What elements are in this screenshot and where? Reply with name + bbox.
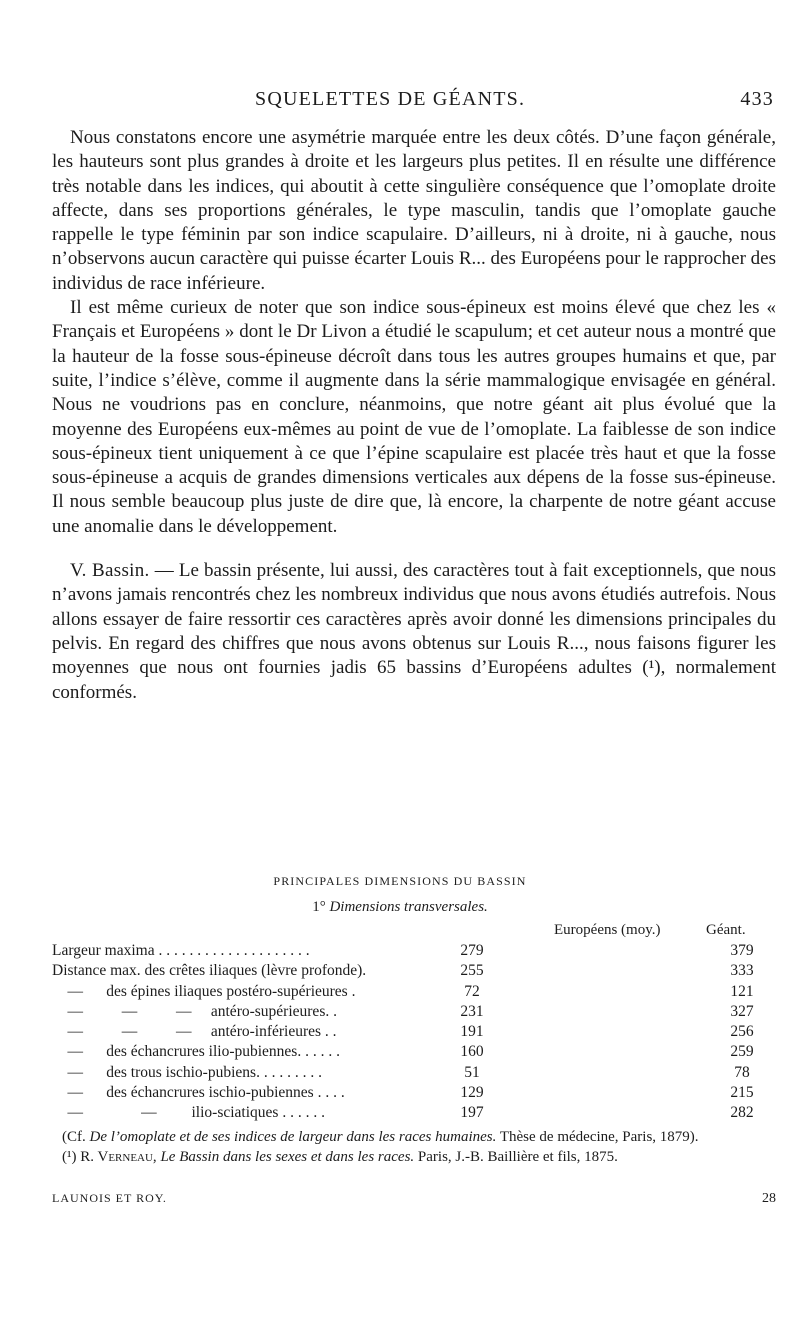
european-value: 279 bbox=[460, 942, 484, 959]
row-label: Largeur maxima . . . . . . . . . . . . . . . . . . . . bbox=[52, 942, 310, 959]
footnote-work-title: Le Bassin dans les sexes et dans les races. bbox=[160, 1148, 415, 1165]
european-value: 191 bbox=[460, 1023, 484, 1041]
table-header bbox=[0, 922, 800, 942]
giant-value: 259 bbox=[730, 1043, 754, 1061]
running-head bbox=[52, 88, 774, 118]
table-row bbox=[52, 1064, 776, 1084]
giant-value: 282 bbox=[730, 1104, 754, 1122]
footnote-rest: Paris, J.-B. Baillière et fils, 1875. bbox=[417, 1148, 618, 1165]
european-value: 160 bbox=[460, 1043, 484, 1061]
table-row bbox=[52, 1043, 776, 1063]
paragraph-sous-epineux: Il est même curieux de noter que son indice sous-épineux est moins élevé que chez les « Français et Européens » dont le Dr Livon a étudié le scapulum; et cet auteur nous a montré que la hauteur de la fosse sous-épineuse décroît dans tous les autres groupes humains et que, par suite, l’indice s’élève, comme il augmente dans la série mammalogique envisagée en général. Nous ne voudrions pas en conclure, néanmoins, que notre géant ait plus évolué que la moyenne des Européens eux-mêmes au point de vue de l’omoplate. La faiblesse de son indice sous-épineux tient uniquement à ce que l’épine scapulaire est placée très haut et que la fosse sous-épineuse a acquis de grandes dimensions verticales aux dépens de la fosse sus-épineuse. Il nous semble beaucoup plus juste de dire que, là encore, la charpente de notre géant accuse une anomalie dans le développement. bbox=[52, 297, 776, 537]
printer-signature: LAUNOIS ET ROY. bbox=[52, 1191, 167, 1205]
row-label: Distance max. des crêtes iliaques (lèvre profonde). bbox=[52, 962, 367, 980]
notes bbox=[52, 1128, 776, 1167]
table-row bbox=[52, 942, 776, 962]
giant-value: 121 bbox=[730, 982, 754, 1000]
european-value: 72 bbox=[464, 982, 480, 1000]
row-label: — des épines iliaques postéro-supérieures . bbox=[52, 982, 356, 1000]
paragraph-omoplate-asymmetry: Nous constatons encore une asymétrie marquée entre les deux côtés. D’une façon générale, les hauteurs sont plus grandes à droite et les largeurs plus petites. Il en résulte une différence très notable dans les indices, qui aboutit à cette singulière conséquence que l’omoplate droite affecte, dans ses proportions générales, le type masculin, tandis que l’omoplate gauche rappelle le type féminin par son indice scapulaire. D’ailleurs, ni à droite, ni à gauche, nous n’observons aucun caractère qui puisse écarter Louis R... des Européens pour le rapprocher des individus de race inférieure. bbox=[52, 127, 776, 294]
european-value: 51 bbox=[464, 1063, 480, 1081]
giant-value: 78 bbox=[734, 1063, 750, 1081]
footnote bbox=[52, 1148, 776, 1168]
table-row bbox=[52, 1023, 776, 1043]
giant-value: 379 bbox=[730, 942, 754, 959]
table-row bbox=[52, 1084, 776, 1104]
footnote-mark: (¹) bbox=[62, 1148, 77, 1165]
row-label: — des échancrures ilio-pubiennes. . . . . . bbox=[52, 1043, 340, 1061]
column-header-europeans: Européens (moy.) bbox=[554, 922, 661, 938]
cf-note: (Cf. De l’omoplate et de ses indices de largeur dans les races humaines. Thèse de médecine, Paris, 1879). bbox=[62, 1129, 699, 1145]
european-value: 197 bbox=[460, 1104, 484, 1122]
running-title: SQUELETTES DE GÉANTS. bbox=[255, 88, 526, 110]
footnote-author: R. Verneau, bbox=[80, 1148, 157, 1165]
row-label: — — — antéro-inférieures . . bbox=[52, 1023, 337, 1041]
table-subtitle-text: Dimensions transversales. bbox=[329, 899, 488, 915]
table-row bbox=[52, 1104, 776, 1124]
table-title: PRINCIPALES DIMENSIONS DU BASSIN bbox=[273, 874, 527, 888]
european-value: 231 bbox=[460, 1002, 484, 1020]
table-row bbox=[52, 1003, 776, 1023]
sheet-number: 28 bbox=[762, 1191, 776, 1206]
european-value: 129 bbox=[460, 1084, 484, 1102]
row-label: — des trous ischio-pubiens. . . . . . . . . bbox=[52, 1063, 322, 1081]
giant-value: 215 bbox=[730, 1084, 754, 1102]
row-label: — — — antéro-supérieures. . bbox=[52, 1002, 337, 1020]
european-value: 255 bbox=[460, 962, 484, 980]
giant-value: 333 bbox=[730, 962, 754, 980]
page-number: 433 bbox=[740, 88, 774, 110]
column-header-giant: Géant. bbox=[706, 922, 746, 938]
giant-value: 256 bbox=[730, 1023, 754, 1041]
paragraph-bassin bbox=[52, 559, 776, 705]
table-row bbox=[52, 962, 776, 982]
paragraph-bassin-text: — Le bassin présente, lui aussi, des caractères tout à fait exceptionnels, que nous n’avons jamais rencontrés chez les nombreux individus que nous avons étudiés autrefois. Nous allons essayer de faire ressortir ces caractères après avoir donné les dimensions principales du pelvis. En regard des chiffres que nous avons obtenus sur Louis R..., nous faisons figurer les moyennes que nous ont fournies jadis 65 bassins d’Européens adultes (¹), normalement conformés. bbox=[52, 560, 777, 703]
cf-work-title: De l’omoplate et de ses indices de largeur dans les races humaines. bbox=[89, 1129, 497, 1145]
table-subtitle-number: 1° bbox=[312, 899, 326, 915]
row-label: — des échancrures ischio-pubiennes . . . . bbox=[52, 1084, 345, 1102]
section-title: V. Bassin. bbox=[70, 560, 150, 582]
giant-value: 327 bbox=[730, 1002, 754, 1020]
table-subtitle bbox=[0, 899, 800, 916]
dimensions-table bbox=[52, 942, 776, 1125]
row-label: — — ilio-sciatiques . . . . . . bbox=[52, 1104, 325, 1122]
body-text bbox=[52, 126, 776, 705]
table-row bbox=[52, 983, 776, 1003]
cf-note-rest: Thèse de médecine, Paris, 1879). bbox=[499, 1129, 699, 1145]
